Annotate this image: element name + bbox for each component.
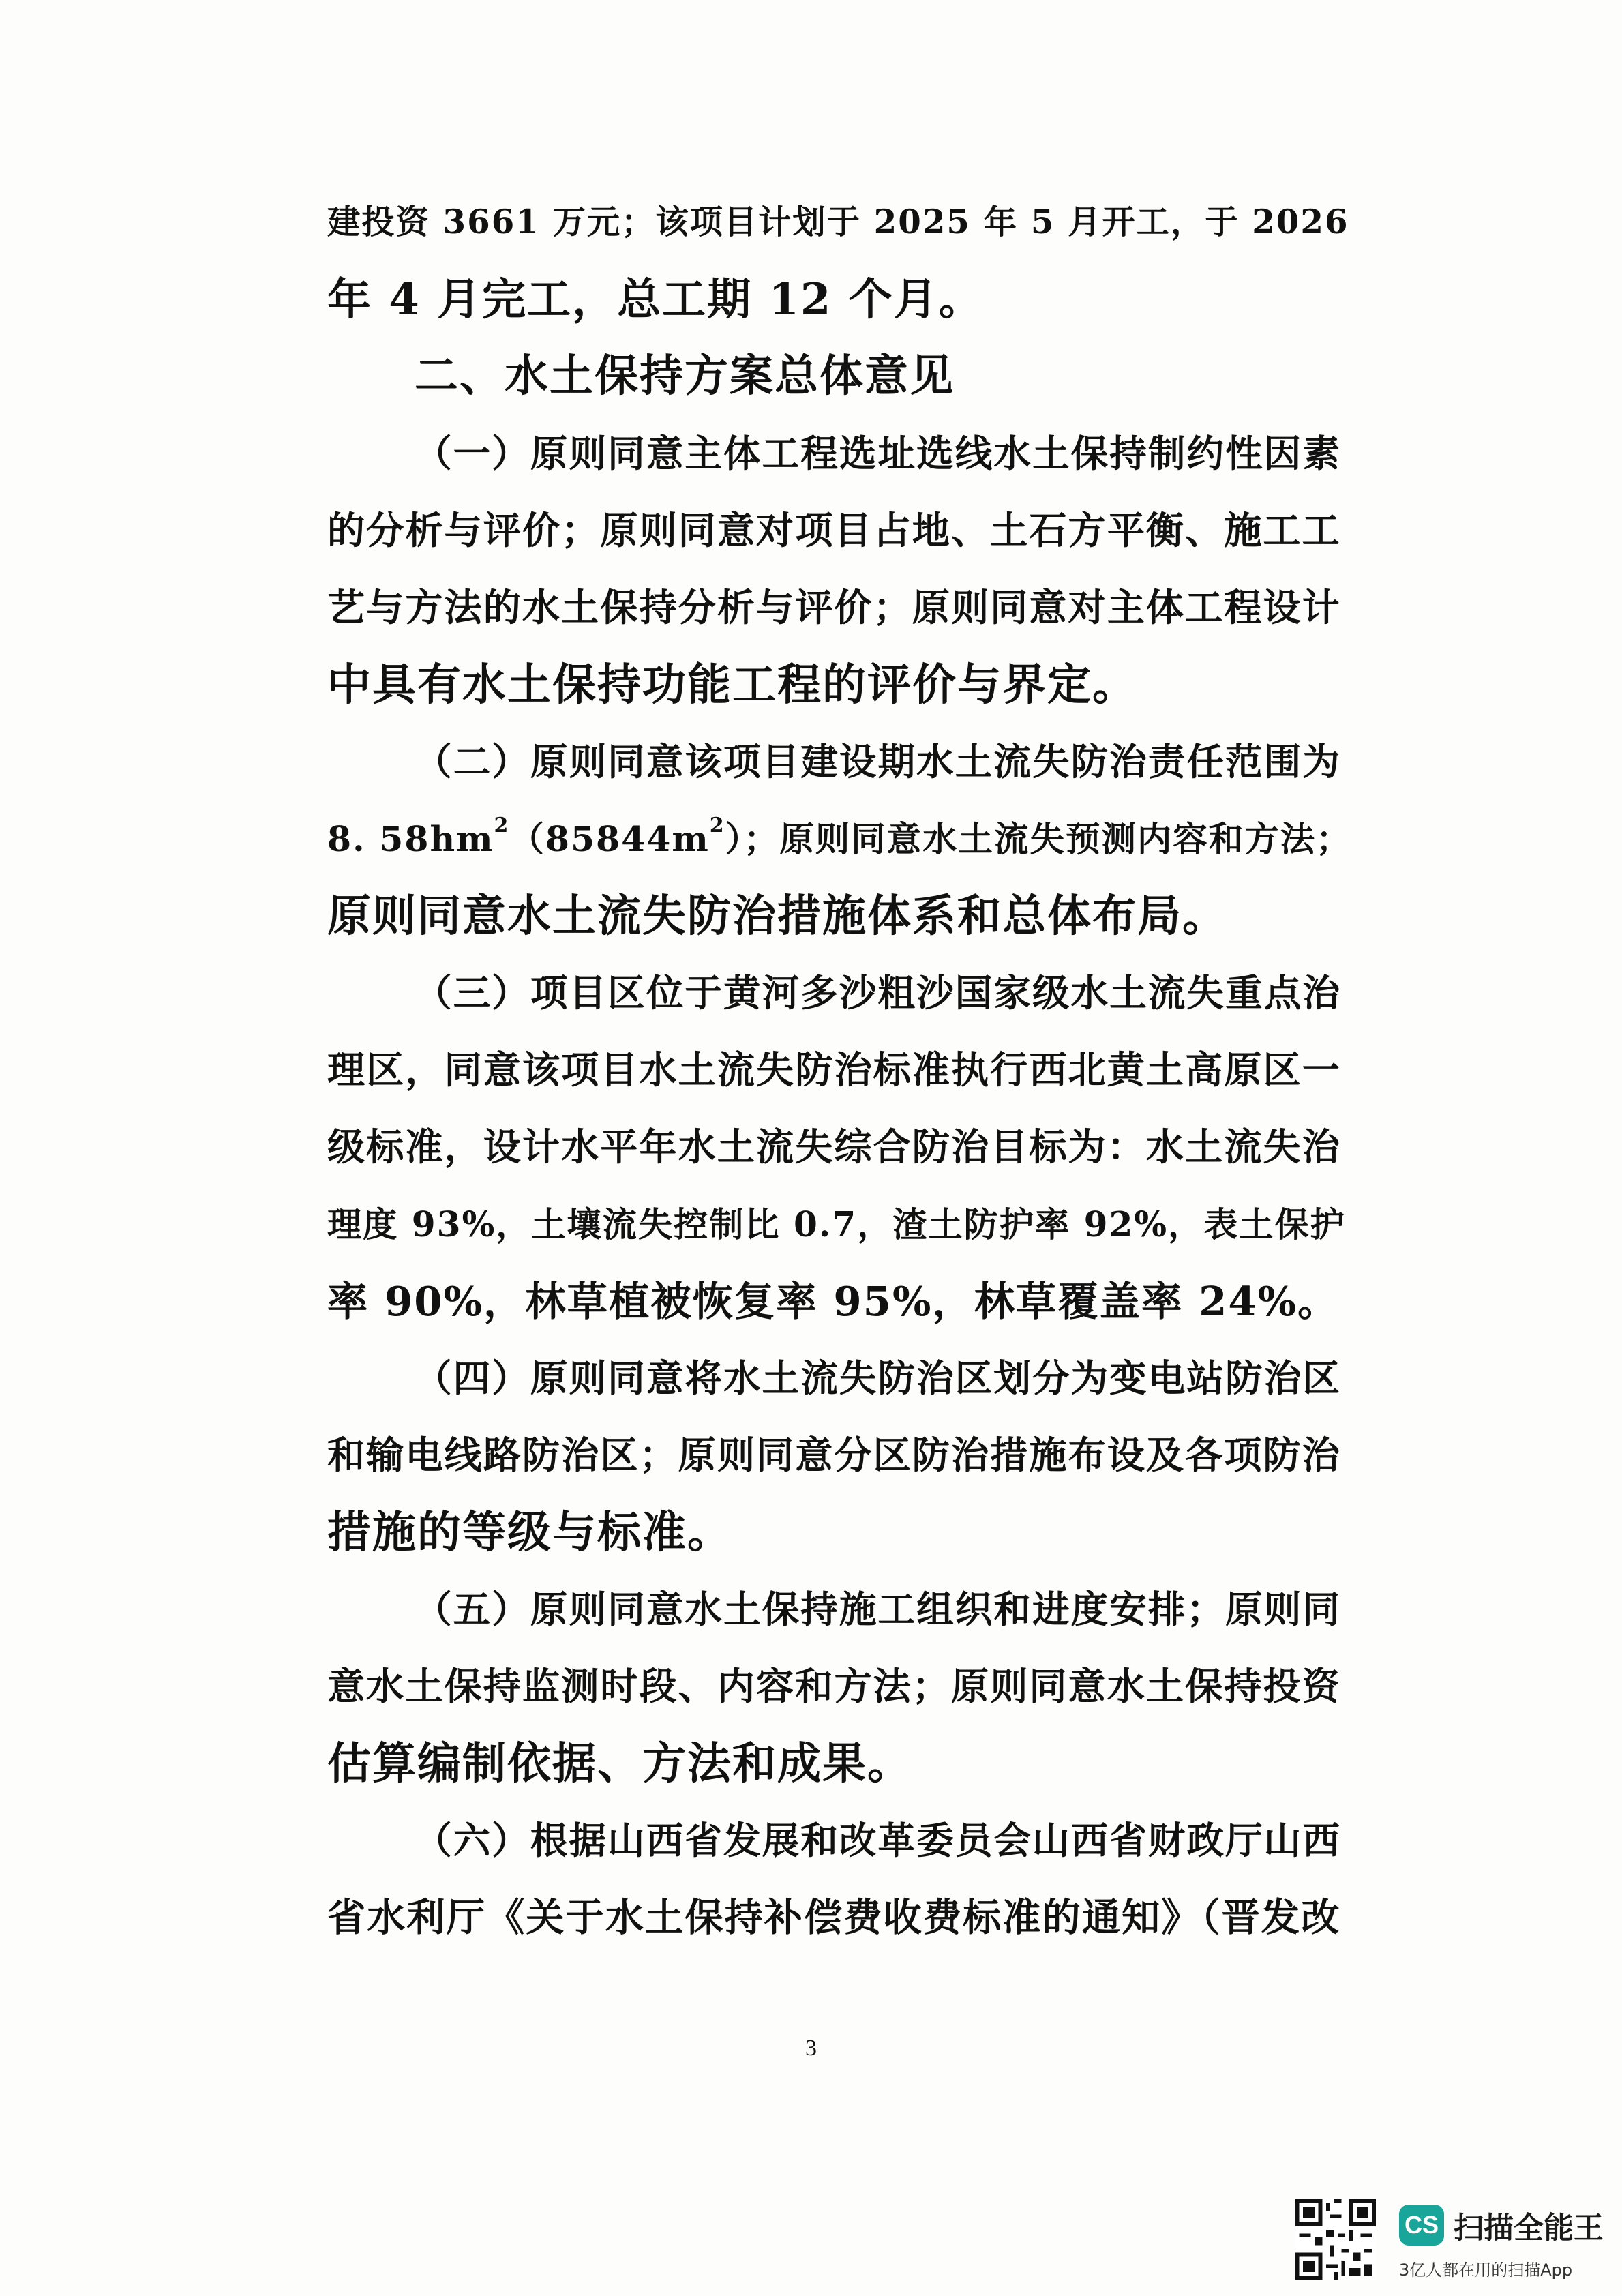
brand-tagline: 3亿人都在用的扫描App bbox=[1399, 2261, 1573, 2280]
qr-code-icon bbox=[1295, 2199, 1376, 2280]
cs-logo-icon: CS bbox=[1399, 2205, 1444, 2246]
paragraph-4-line-2: 和输电线路防治区；原则同意分区防治措施布设及各项防治 bbox=[327, 1433, 1341, 1478]
paragraph-1-line-1: （一）原则同意主体工程选址选线水土保持制约性因素 bbox=[415, 432, 1342, 475]
paragraph-2-line-1: （二）原则同意该项目建设期水土流失防治责任范围为 bbox=[415, 740, 1342, 784]
paragraph-2-area-line bbox=[327, 801, 1352, 878]
paragraph-5-line-2: 意水土保持监测时段、内容和方法；原则同意水土保持投资 bbox=[327, 1665, 1341, 1709]
paragraph-6-line-1: （六）根据山西省发展和改革委员会山西省财政厅山西 bbox=[415, 1819, 1342, 1862]
area-hectares: 8. 58hm bbox=[327, 819, 494, 859]
area-line-rest: ）；原则同意水土流失预测内容和方法； bbox=[725, 819, 1352, 859]
paragraph-5-line-1: （五）原则同意水土保持施工组织和进度安排；原则同 bbox=[415, 1587, 1342, 1631]
paragraph-2-line-3: 原则同意水土流失防治措施体系和总体布局。 bbox=[327, 891, 1227, 942]
document-body bbox=[327, 184, 1352, 1956]
paragraph-1-line-2: 的分析与评价；原则同意对项目占地、土石方平衡、施工工 bbox=[327, 509, 1341, 553]
scanner-watermark bbox=[1295, 2199, 1602, 2284]
paragraph-3-line-5: 率 90%，林草植被恢复率 95%，林草覆盖率 24%。 bbox=[327, 1277, 1340, 1325]
paragraph-5-line-3: 估算编制依据、方法和成果。 bbox=[327, 1738, 912, 1789]
paragraph-3-line-3: 级标准，设计水平年水土流失综合防治目标为：水土流失治 bbox=[327, 1125, 1341, 1169]
section-heading: 二、水土保持方案总体意见 bbox=[415, 351, 955, 402]
brand-name: 扫描全能王 bbox=[1454, 2211, 1604, 2246]
paragraph-3-line-4: 理度 93%，土壤流失控制比 0.7，渣土防护率 92%，表土保护 bbox=[327, 1204, 1346, 1244]
paragraph-1-line-4: 中具有水土保持功能工程的评价与界定。 bbox=[327, 659, 1137, 711]
paragraph-6-line-2: 省水利厅《关于水土保持补偿费收费标准的通知》（晋发改 bbox=[327, 1895, 1341, 1940]
paragraph-1-line-3: 艺与方法的水土保持分析与评价；原则同意对主体工程设计 bbox=[327, 586, 1341, 630]
paragraph-3-line-1: （三）项目区位于黄河多沙粗沙国家级水土流失重点治 bbox=[415, 971, 1342, 1015]
area-square-meters-superscript: 2 bbox=[709, 814, 725, 837]
area-square-meters: （85844m bbox=[509, 819, 710, 859]
paragraph-4-line-1: （四）原则同意将水土流失防治区划分为变电站防治区 bbox=[415, 1356, 1342, 1400]
text-line-1: 建投资 3661 万元；该项目计划于 2025 年 5 月开工，于 2026 bbox=[327, 203, 1349, 241]
paragraph-4-line-3: 措施的等级与标准。 bbox=[327, 1507, 732, 1558]
area-hectares-superscript: 2 bbox=[494, 814, 510, 837]
page-number: 3 bbox=[805, 2036, 817, 2061]
text-line-2: 年 4 月完工，总工期 12 个月。 bbox=[327, 274, 984, 325]
paragraph-3-line-2: 理区，同意该项目水土流失防治标准执行西北黄土高原区一 bbox=[327, 1048, 1341, 1092]
